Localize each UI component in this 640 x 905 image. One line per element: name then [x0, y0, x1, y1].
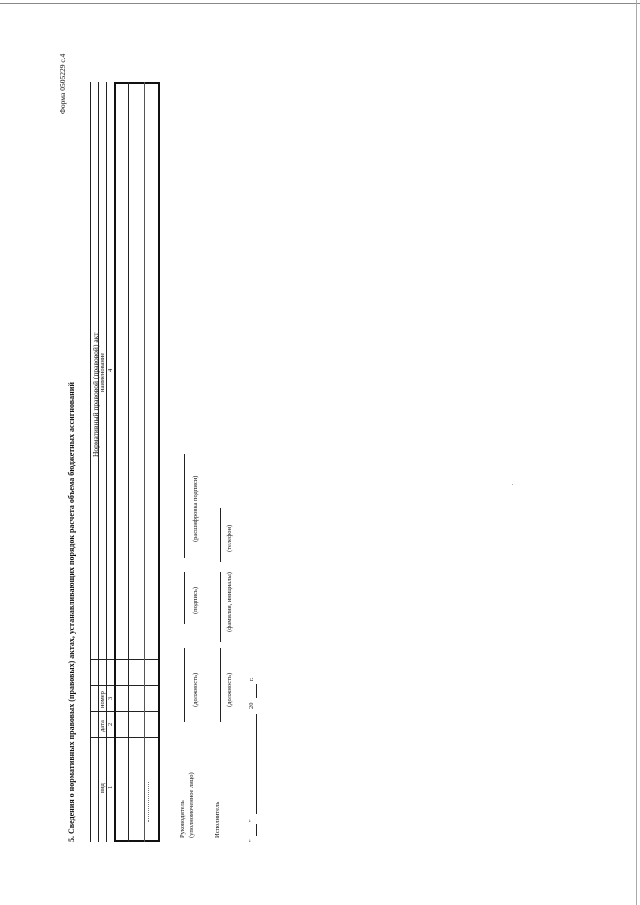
scan-border-top [0, 3, 640, 4]
head-signature-caption: (подпись) [192, 587, 199, 614]
executor-position-caption: (должность) [226, 672, 233, 707]
rotated-form-page [10, 32, 580, 862]
head-label-sub: (уполномоченное лицо) [188, 772, 195, 838]
date-year-prefix: 20 [248, 702, 255, 709]
table-top-line [90, 82, 91, 842]
scan-border-right [636, 0, 637, 905]
head-decoding-caption: (расшифровка подписи) [192, 475, 199, 542]
col-header-nomer: номер [99, 691, 106, 708]
date-year-line [256, 684, 257, 698]
table-body-row-line [128, 82, 129, 842]
col-number-4: 4 [107, 368, 114, 372]
executor-label: Исполнитель [214, 801, 221, 838]
scan-noise-mark [148, 782, 149, 822]
col-number-1: 1 [107, 785, 114, 789]
head-position-line [184, 648, 185, 722]
head-position-caption: (должность) [192, 672, 199, 707]
form-code: Форма 0505229 с.4 [58, 53, 67, 114]
executor-phone-caption: (телефон) [226, 524, 233, 552]
col-header-data: дата [99, 720, 106, 732]
head-signature-line [184, 572, 185, 624]
group-header: Нормативный правовой (правовой) акт [91, 332, 100, 457]
executor-phone-line [220, 508, 221, 562]
executor-name-line [220, 572, 221, 642]
date-month-line [256, 714, 257, 814]
head-label: Руководитель [179, 800, 186, 838]
date-day-line [256, 824, 257, 836]
date-close-quote: " [248, 819, 255, 822]
section-title: 5. Сведения о нормативных правовых (правовых) актах, устанавливающих порядок расчета объема бюджетных ассигнований [67, 382, 76, 842]
col-header-naimenovanie: наименование [99, 352, 106, 392]
table-body-inner-line [144, 82, 145, 842]
executor-name-caption: (фамилия, инициалы) [226, 572, 233, 632]
head-decoding-line [184, 454, 185, 558]
date-open-quote: " [248, 839, 255, 842]
table-body-box [114, 82, 160, 842]
col-number-3: 3 [107, 696, 114, 700]
date-year-suffix: г. [248, 677, 255, 681]
executor-position-line [220, 648, 221, 722]
col-number-2: 2 [107, 722, 114, 726]
col-header-vid: вид [99, 783, 106, 793]
